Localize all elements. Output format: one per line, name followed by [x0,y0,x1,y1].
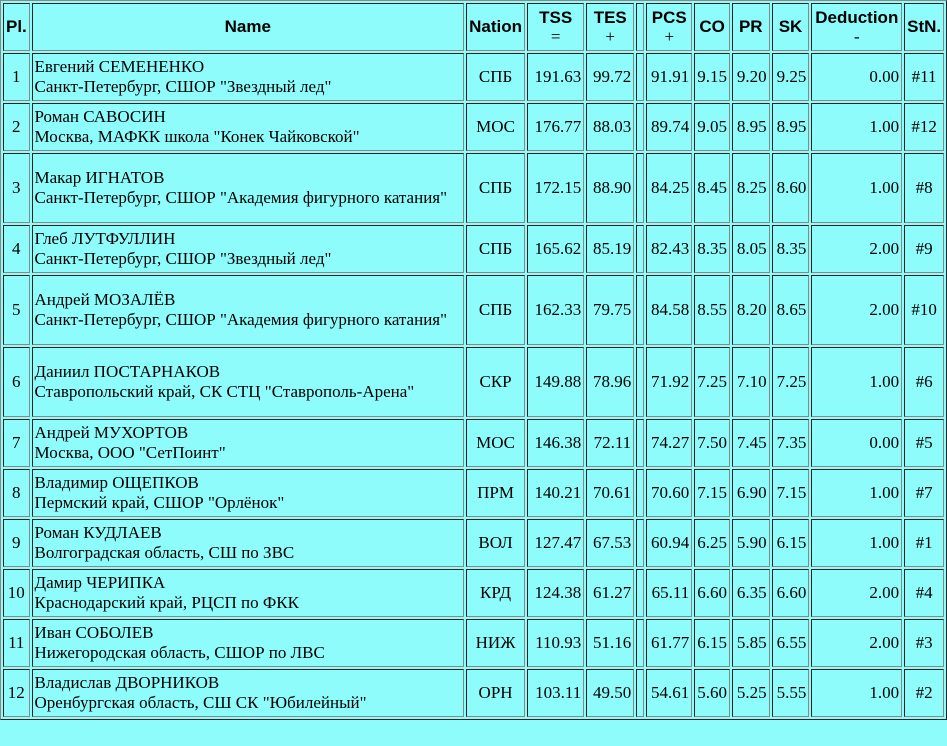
cell-tes: 78.96 [586,347,634,417]
cell-co: 8.35 [694,225,730,273]
skater-club: Оренбургская область, СШ СК "Юбилейный" [34,693,367,712]
cell-sk: 6.55 [772,619,810,667]
cell-co: 8.55 [694,275,730,345]
cell-nation: ОРН [466,669,525,717]
skater-name: Даниил ПОСТАРНАКОВ [34,362,221,381]
cell-pr: 7.10 [732,347,770,417]
cell-start-number: #1 [904,519,944,567]
cell-tes: 88.90 [586,153,634,223]
cell-pcs: 74.27 [646,419,692,467]
cell-pcs: 61.77 [646,619,692,667]
cell-pcs: 70.60 [646,469,692,517]
header-tes-label: TES [593,8,627,27]
cell-separator [636,519,644,567]
cell-name [32,419,464,467]
cell-tss: 103.11 [527,669,584,717]
cell-pr: 8.95 [732,103,770,151]
cell-separator [636,153,644,223]
cell-tss: 191.63 [527,53,584,101]
cell-nation: СПБ [466,153,525,223]
table-row [3,569,944,617]
cell-pr: 8.25 [732,153,770,223]
skater-name: Владислав ДВОРНИКОВ [34,673,220,692]
cell-pcs: 54.61 [646,669,692,717]
cell-co: 7.25 [694,347,730,417]
cell-start-number: #6 [904,347,944,417]
cell-sk: 8.95 [772,103,810,151]
cell-separator [636,53,644,101]
skater-name: Иван СОБОЛЕВ [34,623,154,642]
cell-deduction: 1.00 [811,103,902,151]
cell-separator [636,103,644,151]
cell-name [32,669,464,717]
cell-separator [636,419,644,467]
skater-name: Макар ИГНАТОВ [34,168,165,187]
cell-sk: 5.55 [772,669,810,717]
header-deduction [811,3,902,51]
cell-nation: НИЖ [466,619,525,667]
cell-place: 11 [3,619,30,667]
cell-nation: МОС [466,103,525,151]
cell-place: 9 [3,519,30,567]
cell-start-number: #9 [904,225,944,273]
cell-deduction: 1.00 [811,669,902,717]
cell-start-number: #11 [904,53,944,101]
cell-start-number: #12 [904,103,944,151]
results-body [3,53,944,717]
cell-co: 5.60 [694,669,730,717]
cell-tes: 51.16 [586,619,634,667]
cell-deduction: 1.00 [811,347,902,417]
cell-place: 3 [3,153,30,223]
header-stn: StN. [904,3,944,51]
cell-pcs: 84.25 [646,153,692,223]
cell-deduction: 2.00 [811,225,902,273]
cell-place: 5 [3,275,30,345]
cell-nation: МОС [466,419,525,467]
cell-pcs: 82.43 [646,225,692,273]
table-row [3,347,944,417]
cell-place: 4 [3,225,30,273]
cell-start-number: #8 [904,153,944,223]
header-name: Name [32,3,464,51]
cell-separator [636,469,644,517]
cell-separator [636,225,644,273]
cell-name [32,225,464,273]
cell-pr: 8.05 [732,225,770,273]
cell-co: 7.50 [694,419,730,467]
cell-tss: 165.62 [527,225,584,273]
cell-pcs: 65.11 [646,569,692,617]
cell-start-number: #3 [904,619,944,667]
skater-name: Андрей МОЗАЛЁВ [34,290,176,309]
cell-co: 7.15 [694,469,730,517]
cell-deduction: 2.00 [811,569,902,617]
header-tss-sub: = [550,27,561,46]
cell-sk: 7.25 [772,347,810,417]
skater-club: Нижегородская область, СШОР по ЛВС [34,643,325,662]
cell-sk: 8.65 [772,275,810,345]
cell-pr: 7.45 [732,419,770,467]
cell-deduction: 2.00 [811,619,902,667]
cell-tes: 70.61 [586,469,634,517]
cell-sk: 7.15 [772,469,810,517]
header-pcs-label: PCS [651,8,687,27]
cell-name [32,519,464,567]
cell-tes: 79.75 [586,275,634,345]
cell-place: 8 [3,469,30,517]
cell-deduction: 0.00 [811,419,902,467]
cell-deduction: 1.00 [811,469,902,517]
cell-sk: 6.60 [772,569,810,617]
cell-name [32,569,464,617]
header-sk: SK [772,3,810,51]
header-row [3,3,944,51]
cell-pr: 5.85 [732,619,770,667]
table-row [3,103,944,151]
cell-nation: СПБ [466,225,525,273]
cell-start-number: #2 [904,669,944,717]
skater-club: Москва, МАФКК школа "Конек Чайковской" [34,127,360,146]
cell-name [32,53,464,101]
table-row [3,419,944,467]
cell-tss: 110.93 [527,619,584,667]
skater-club: Санкт-Петербург, СШОР "Звездный лед" [34,77,332,96]
cell-tss: 176.77 [527,103,584,151]
table-row [3,469,944,517]
skater-club: Москва, ООО "СетПоинт" [34,443,226,462]
cell-nation: ВОЛ [466,519,525,567]
cell-co: 8.45 [694,153,730,223]
cell-name [32,619,464,667]
header-pcs-sub: + [664,27,675,46]
cell-name [32,153,464,223]
cell-co: 6.15 [694,619,730,667]
cell-nation: КРД [466,569,525,617]
cell-tes: 67.53 [586,519,634,567]
cell-sk: 7.35 [772,419,810,467]
cell-pcs: 89.74 [646,103,692,151]
cell-pcs: 91.91 [646,53,692,101]
cell-nation: СКР [466,347,525,417]
cell-place: 6 [3,347,30,417]
table-row [3,519,944,567]
header-separator [636,3,644,51]
cell-co: 6.60 [694,569,730,617]
skater-club: Санкт-Петербург, СШОР "Академия фигурного катания" [34,310,448,329]
cell-tes: 49.50 [586,669,634,717]
cell-tes: 99.72 [586,53,634,101]
skater-name: Евгений СЕМЕНЕНКО [34,57,205,76]
table-row [3,669,944,717]
cell-name [32,347,464,417]
cell-co: 9.15 [694,53,730,101]
table-row [3,275,944,345]
cell-place: 1 [3,53,30,101]
cell-tes: 61.27 [586,569,634,617]
skater-name: Андрей МУХОРТОВ [34,423,189,442]
cell-start-number: #5 [904,419,944,467]
skater-name: Глеб ЛУТФУЛЛИН [34,229,176,248]
cell-start-number: #4 [904,569,944,617]
cell-separator [636,669,644,717]
cell-pcs: 60.94 [646,519,692,567]
cell-tss: 127.47 [527,519,584,567]
skater-name: Роман САВОСИН [34,107,166,126]
cell-sk: 8.60 [772,153,810,223]
cell-name [32,103,464,151]
header-nation: Nation [466,3,525,51]
cell-tes: 72.11 [586,419,634,467]
skater-club: Санкт-Петербург, СШОР "Звездный лед" [34,249,332,268]
header-pl: Pl. [3,3,30,51]
table-row [3,619,944,667]
cell-pr: 6.90 [732,469,770,517]
cell-separator [636,275,644,345]
cell-tss: 146.38 [527,419,584,467]
header-co: CO [694,3,730,51]
table-row [3,153,944,223]
cell-sk: 6.15 [772,519,810,567]
cell-tss: 162.33 [527,275,584,345]
header-tss-label: TSS [539,8,573,27]
skater-name: Роман КУДЛАЕВ [34,523,162,542]
cell-tss: 149.88 [527,347,584,417]
cell-sk: 8.35 [772,225,810,273]
table-row [3,53,944,101]
cell-deduction: 1.00 [811,153,902,223]
cell-pr: 6.35 [732,569,770,617]
cell-pcs: 84.58 [646,275,692,345]
cell-place: 12 [3,669,30,717]
skater-club: Краснодарский край, РЦСП по ФКК [34,593,299,612]
cell-place: 7 [3,419,30,467]
cell-tss: 124.38 [527,569,584,617]
skater-club: Пермский край, СШОР "Орлёнок" [34,493,285,512]
header-tss [527,3,584,51]
cell-co: 9.05 [694,103,730,151]
cell-place: 10 [3,569,30,617]
cell-name [32,469,464,517]
cell-sk: 9.25 [772,53,810,101]
header-pcs [646,3,692,51]
cell-tss: 140.21 [527,469,584,517]
cell-pr: 5.25 [732,669,770,717]
cell-start-number: #10 [904,275,944,345]
header-tes-sub: + [605,27,616,46]
cell-deduction: 1.00 [811,519,902,567]
cell-deduction: 2.00 [811,275,902,345]
cell-deduction: 0.00 [811,53,902,101]
cell-name [32,275,464,345]
cell-nation: СПБ [466,275,525,345]
cell-separator [636,569,644,617]
header-tes [586,3,634,51]
header-deduction-sub: - [853,27,860,46]
skater-club: Ставропольский край, СК СТЦ "Ставрополь-Арена" [34,382,415,401]
table-row [3,225,944,273]
cell-separator [636,347,644,417]
cell-pcs: 71.92 [646,347,692,417]
cell-pr: 5.90 [732,519,770,567]
cell-tes: 85.19 [586,225,634,273]
header-pr: PR [732,3,770,51]
cell-tss: 172.15 [527,153,584,223]
cell-place: 2 [3,103,30,151]
cell-tes: 88.03 [586,103,634,151]
cell-start-number: #7 [904,469,944,517]
skater-club: Волгоградская область, СШ по ЗВС [34,543,295,562]
cell-nation: СПБ [466,53,525,101]
skater-name: Дамир ЧЕРИПКА [34,573,166,592]
skater-club: Санкт-Петербург, СШОР "Академия фигурного катания" [34,188,448,207]
cell-pr: 9.20 [732,53,770,101]
cell-separator [636,619,644,667]
header-deduction-label: Deduction [815,8,899,27]
cell-co: 6.25 [694,519,730,567]
cell-nation: ПРМ [466,469,525,517]
skater-name: Владимир ОЩЕПКОВ [34,473,199,492]
cell-pr: 8.20 [732,275,770,345]
